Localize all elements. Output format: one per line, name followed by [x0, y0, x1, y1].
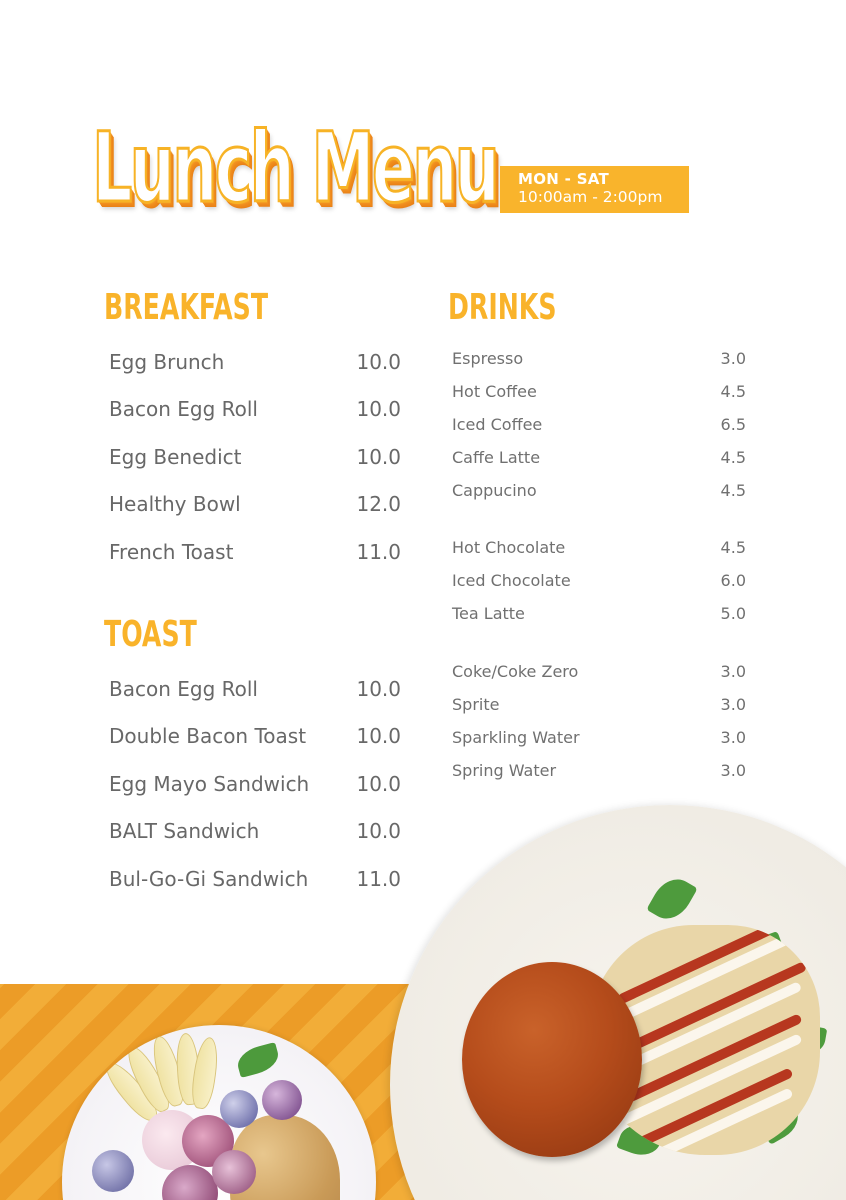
- item-name: Egg Mayo Sandwich: [109, 771, 310, 796]
- item-name: Double Bacon Toast: [109, 724, 307, 749]
- menu-item: [452, 662, 746, 695]
- drinks-list-coffee: [452, 349, 746, 514]
- item-price: 4.5: [720, 448, 746, 467]
- opening-days: MON - SAT: [518, 170, 610, 188]
- item-price: 11.0: [356, 866, 401, 891]
- item-price: 6.0: [720, 571, 746, 590]
- item-name: BALT Sandwich: [109, 819, 260, 844]
- menu-item: [452, 695, 746, 728]
- breakfast-heading: BREAKFAST: [104, 287, 269, 328]
- item-name: Hot Chocolate: [452, 538, 566, 557]
- item-name: Iced Chocolate: [452, 571, 571, 590]
- blueberry: [220, 1090, 258, 1128]
- item-price: 6.5: [720, 415, 746, 434]
- ketchup-drizzle: [617, 925, 793, 1005]
- item-name: Caffe Latte: [452, 448, 541, 467]
- blackberry: [262, 1080, 302, 1120]
- item-price: 5.0: [720, 604, 746, 623]
- item-name: Espresso: [452, 349, 524, 368]
- item-price: 10.0: [356, 724, 401, 749]
- menu-item: [109, 492, 401, 539]
- menu-item: [109, 819, 401, 866]
- item-name: Bul-Go-Gi Sandwich: [109, 866, 309, 891]
- menu-item: [109, 867, 401, 914]
- item-price: 10.0: [356, 819, 401, 844]
- hours-badge: [500, 166, 689, 213]
- breakfast-list: [109, 350, 401, 587]
- burger-plate-image: [390, 805, 846, 1200]
- drinks-list-soft: [452, 662, 746, 794]
- menu-item: [452, 604, 746, 637]
- item-price: 12.0: [356, 492, 401, 517]
- item-price: 10.0: [356, 677, 401, 701]
- item-name: Sprite: [452, 695, 500, 714]
- arugula-leaf: [646, 871, 697, 926]
- menu-item: [109, 397, 401, 444]
- item-price: 4.5: [720, 481, 746, 500]
- item-price: 3.0: [720, 662, 746, 681]
- menu-item: [452, 448, 746, 481]
- menu-item: [452, 761, 746, 794]
- blueberry: [92, 1150, 134, 1192]
- page-title: Lunch Menu: [92, 112, 498, 224]
- item-price: 10.0: [356, 397, 401, 422]
- drinks-heading: DRINKS: [448, 287, 557, 328]
- raspberry: [162, 1165, 218, 1200]
- brioche-bun: [462, 962, 642, 1157]
- menu-item: [452, 728, 746, 761]
- menu-item: [109, 772, 401, 819]
- item-name: Sparkling Water: [452, 728, 580, 747]
- item-name: Cappucino: [452, 481, 537, 500]
- menu-item: [109, 677, 401, 724]
- item-name: Coke/Coke Zero: [452, 662, 579, 681]
- item-price: 3.0: [720, 349, 746, 368]
- drinks-list-chocolate: [452, 538, 746, 637]
- menu-item: [109, 540, 401, 587]
- item-price: 4.5: [720, 538, 746, 557]
- menu-item: [452, 538, 746, 571]
- item-price: 10.0: [356, 771, 401, 796]
- item-price: 4.5: [720, 382, 746, 401]
- item-price: 3.0: [720, 728, 746, 747]
- item-price: 10.0: [356, 444, 401, 469]
- toast-heading: TOAST: [104, 614, 197, 655]
- item-name: Egg Benedict: [109, 444, 242, 469]
- menu-item: [109, 350, 401, 397]
- opening-hours: 10:00am - 2:00pm: [518, 188, 663, 206]
- menu-item: [109, 724, 401, 771]
- item-name: Spring Water: [452, 761, 557, 780]
- raspberry: [212, 1150, 256, 1194]
- item-name: Bacon Egg Roll: [109, 397, 258, 422]
- mint-leaf: [234, 1042, 281, 1078]
- item-price: 11.0: [356, 539, 401, 564]
- menu-item: [452, 382, 746, 415]
- menu-item: [452, 349, 746, 382]
- menu-item: [452, 481, 746, 514]
- item-price: 3.0: [720, 695, 746, 714]
- menu-item: [452, 571, 746, 604]
- menu-item: [109, 445, 401, 492]
- item-name: Iced Coffee: [452, 415, 543, 434]
- item-name: French Toast: [109, 539, 234, 564]
- item-name: Hot Coffee: [452, 382, 537, 401]
- item-price: 3.0: [720, 761, 746, 780]
- toast-list: [109, 677, 401, 914]
- item-name: Healthy Bowl: [109, 492, 241, 517]
- item-name: Tea Latte: [452, 604, 525, 623]
- item-name: Egg Brunch: [109, 350, 225, 374]
- menu-item: [452, 415, 746, 448]
- item-name: Bacon Egg Roll: [109, 677, 258, 701]
- item-price: 10.0: [356, 350, 401, 374]
